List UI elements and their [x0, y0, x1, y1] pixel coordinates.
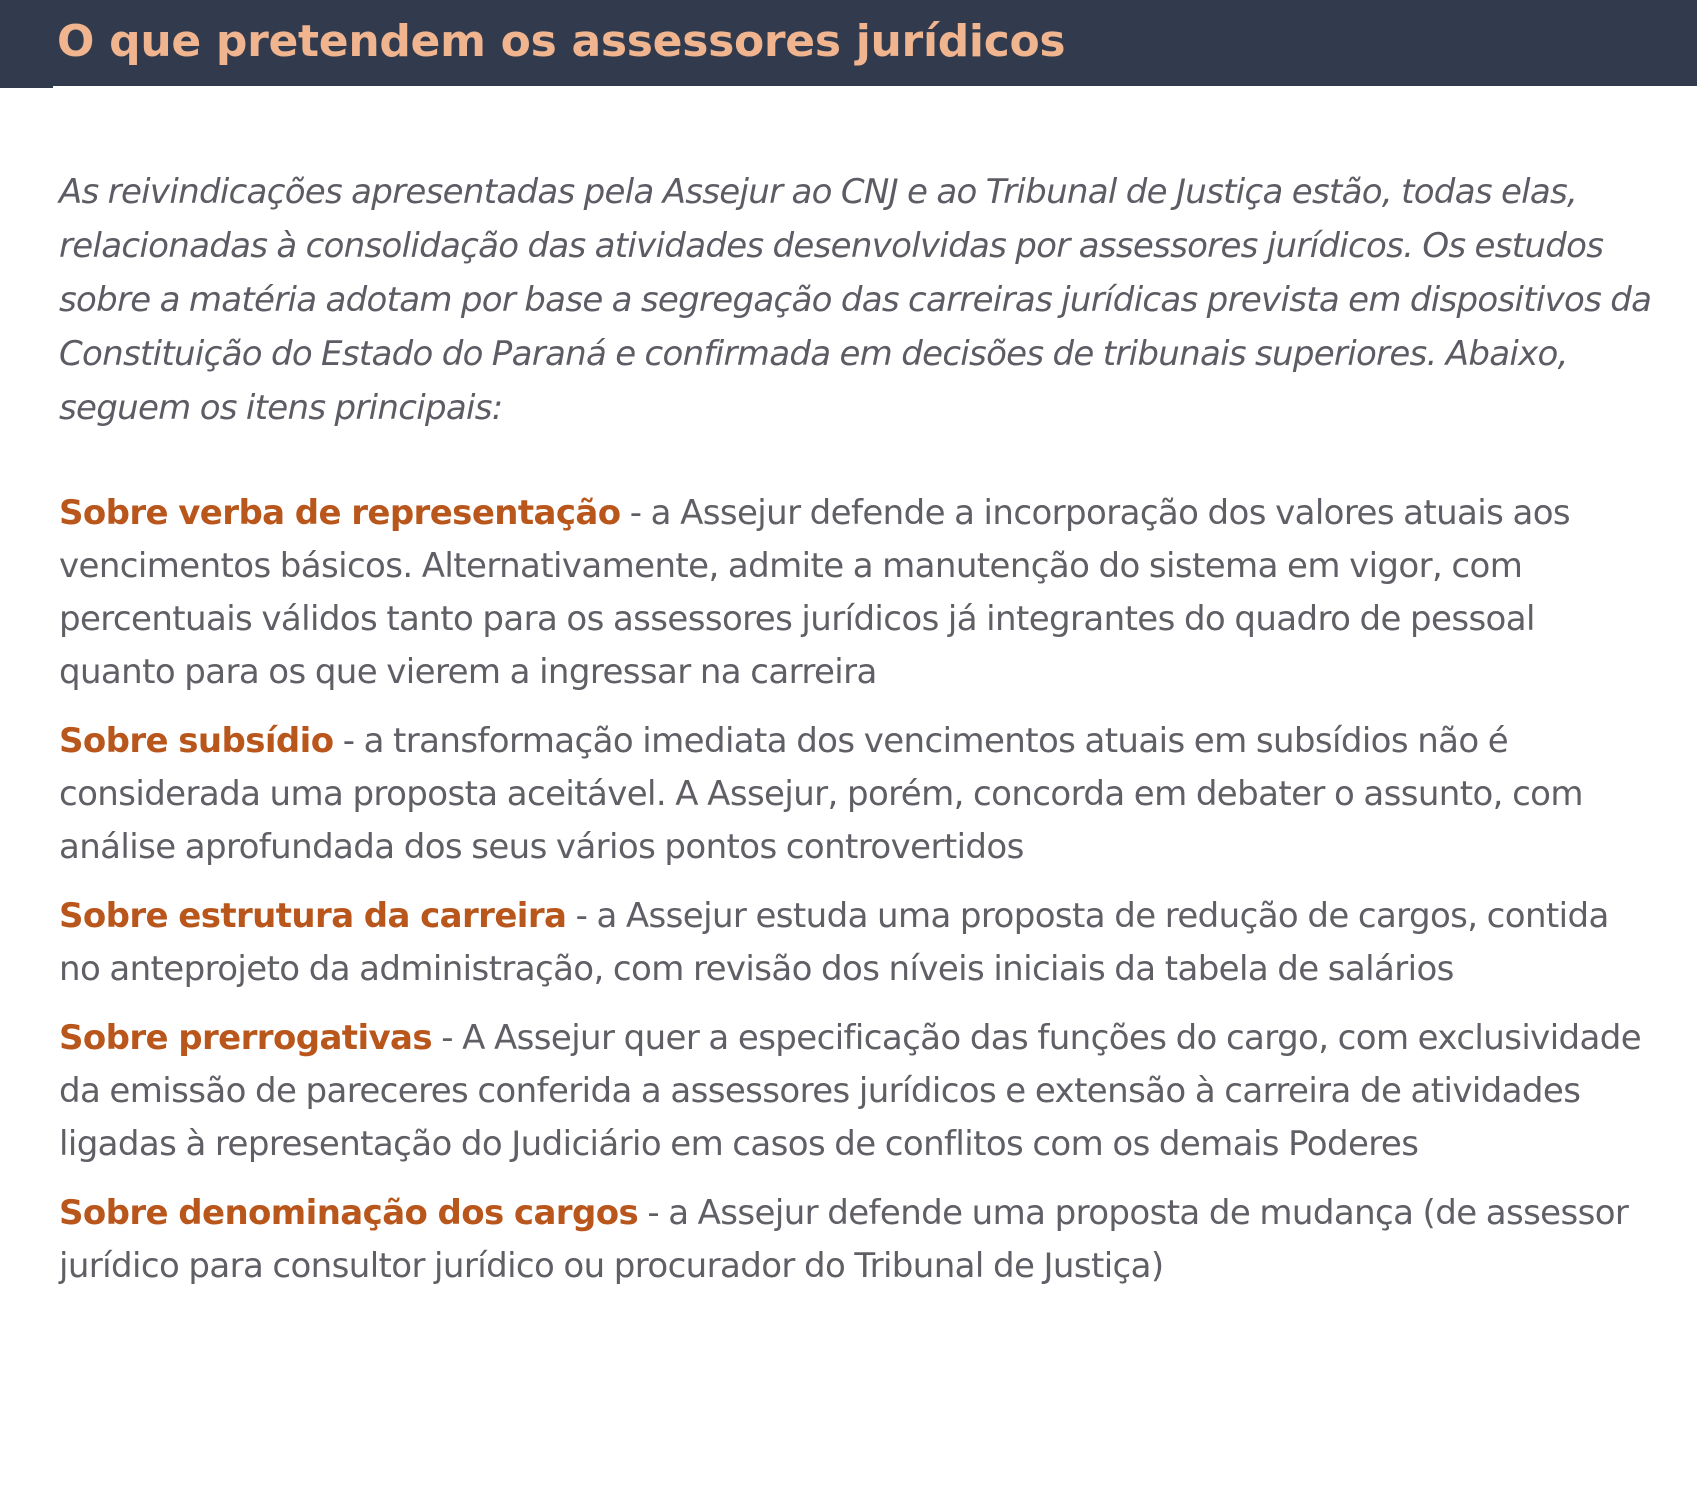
item-heading: Sobre estrutura da carreira	[59, 896, 567, 936]
item-text: a transformação imediata dos vencimentos atuais em subsídios não é considerada uma proposta aceitável. A Assejur, porém, concorda em debater o assunto, com análise aprofundada dos seus vários pontos controvertidos	[59, 721, 1583, 867]
item-separator: -	[638, 1193, 669, 1233]
item-heading: Sobre denominação dos cargos	[59, 1193, 639, 1233]
item-separator: -	[566, 896, 597, 936]
item-text: a Assejur estuda uma proposta de redução de cargos, contida no anteprojeto da administração, com revisão dos níveis iniciais da tabela de salários	[59, 896, 1609, 989]
item-heading: Sobre prerrogativas	[59, 1018, 433, 1058]
item-text: A Assejur quer a especificação das funções do cargo, com exclusividade da emissão de pareceres conferida a assessores jurídicos e extensão à carreira de atividades ligadas à representação do Judiciário em casos de conflitos com os demais Poderes	[59, 1018, 1642, 1164]
list-item	[59, 1012, 1659, 1171]
intro-paragraph: As reivindicações apresentadas pela Assejur ao CNJ e ao Tribunal de Justiça estão, todas elas, relacionadas à consolidação das atividades desenvolvidas por assessores jurídicos. Os estudos sobre a matéria adotam por base a segregação das carreiras jurídicas prevista em dispositivos da Constituição do Estado do Paraná e confirmada em decisões de tribunais superiores. Abaixo, seguem os itens principais:	[59, 172, 1652, 428]
item-separator: -	[620, 493, 651, 533]
list-item	[59, 890, 1659, 996]
item-text: a Assejur defende a incorporação dos valores atuais aos vencimentos básicos. Alternativamente, admite a manutenção do sistema em vigor, com percentuais válidos tanto para os assessores jurídicos já integrantes do quadro de pessoal quanto para os que vierem a ingressar na carreira	[59, 493, 1571, 692]
article-body	[59, 165, 1659, 1309]
item-separator: -	[432, 1018, 463, 1058]
page-title: O que pretendem os assessores jurídicos	[57, 16, 1066, 67]
item-heading: Sobre subsídio	[59, 721, 334, 761]
list-item	[59, 487, 1659, 699]
header-underline	[0, 86, 53, 88]
item-separator: -	[333, 721, 364, 761]
item-heading: Sobre verba de representação	[59, 493, 621, 533]
items-list	[59, 487, 1659, 1293]
header-bar	[0, 0, 1697, 86]
list-item	[59, 715, 1659, 874]
list-item	[59, 1187, 1659, 1293]
item-text: a Assejur defende uma proposta de mudança (de assessor jurídico para consultor jurídico ou procurador do Tribunal de Justiça)	[59, 1193, 1629, 1286]
